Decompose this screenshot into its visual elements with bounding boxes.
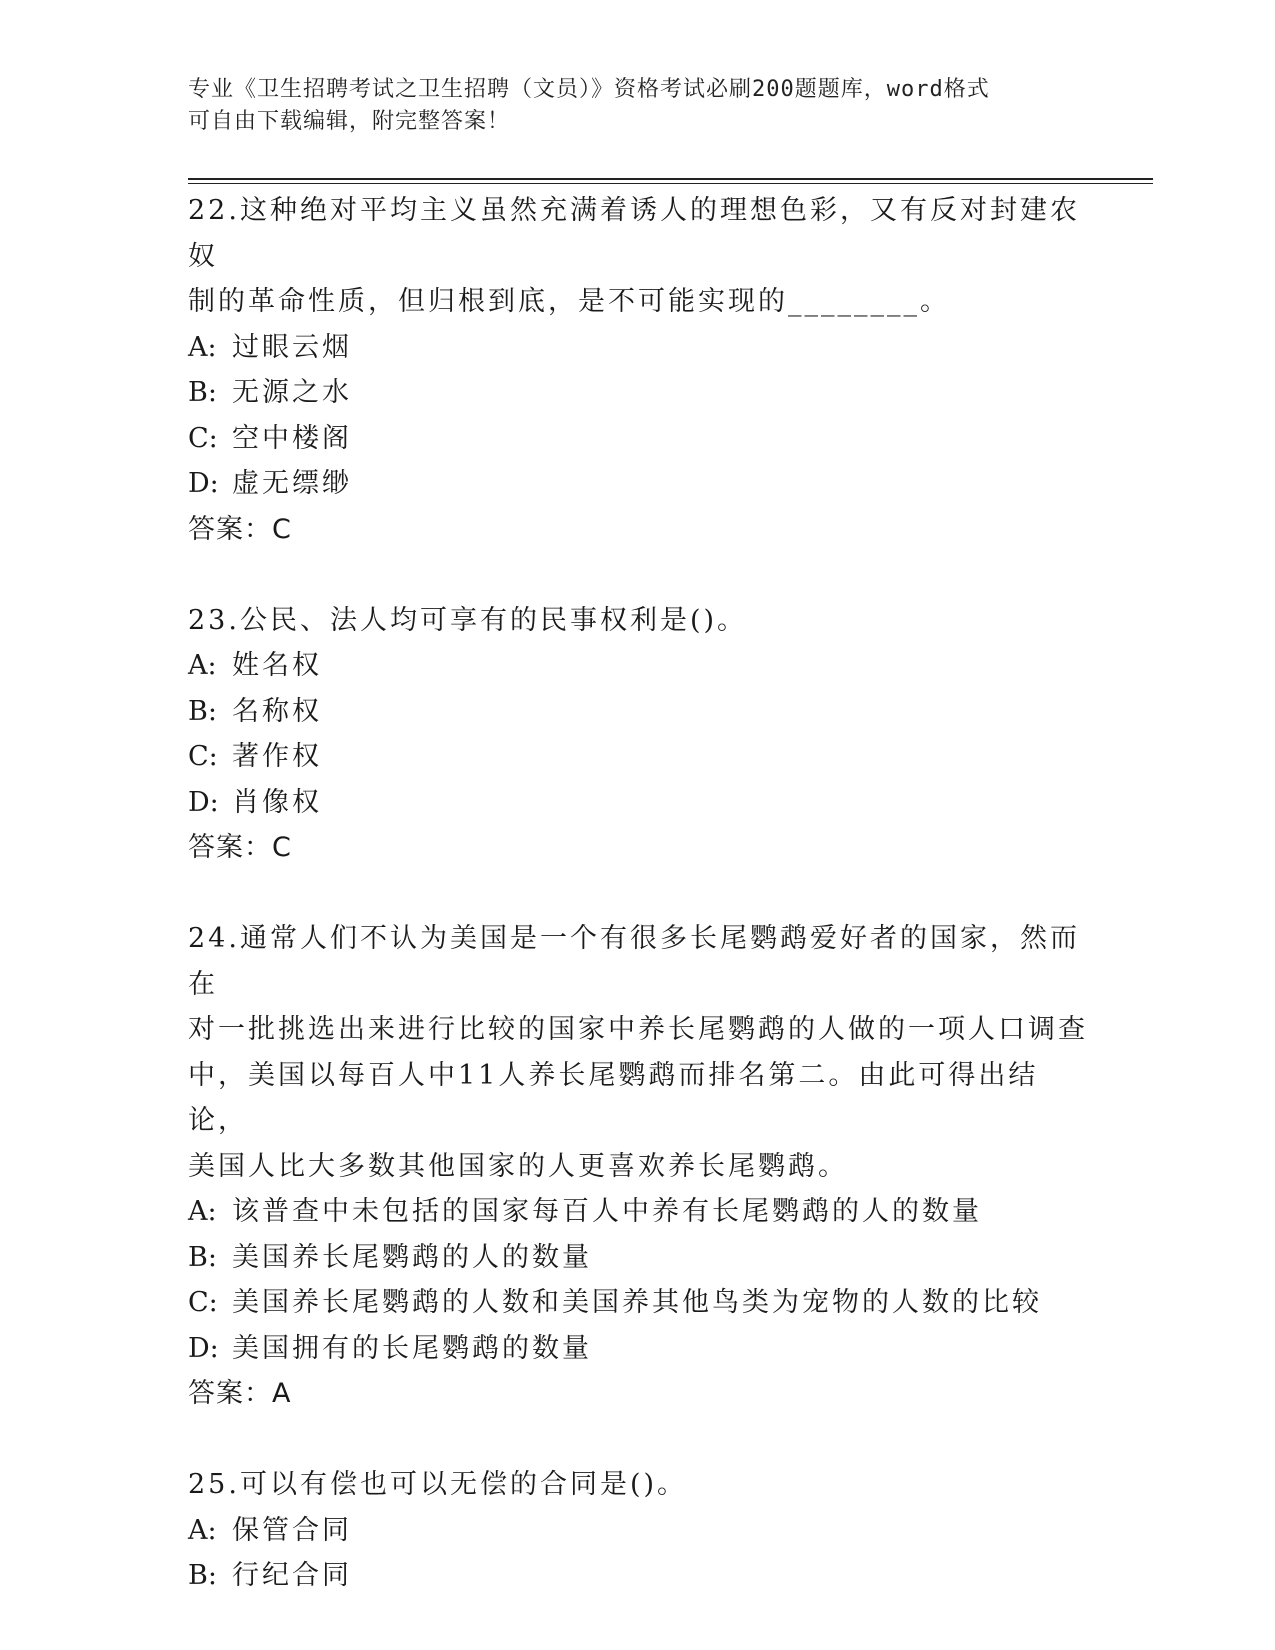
- option-key: A:: [188, 1196, 217, 1227]
- option-text: 空中楼阁: [232, 422, 352, 454]
- option-a: [188, 1189, 1088, 1235]
- header-divider-thin: [188, 183, 1153, 184]
- option-d: [188, 461, 1088, 507]
- option-key: C:: [188, 1287, 218, 1318]
- option-a: [188, 1508, 1088, 1554]
- spacer: [188, 1417, 1088, 1463]
- option-d: [188, 1326, 1088, 1372]
- answer-label: 答案：C: [188, 832, 292, 863]
- option-b: [188, 1553, 1088, 1599]
- option-key: D:: [188, 1332, 219, 1364]
- option-c: [188, 416, 1088, 462]
- option-key: A:: [188, 331, 217, 363]
- option-key: C:: [188, 741, 218, 772]
- question-stem-line: 23.公民、法人均可享有的民事权利是()。: [188, 604, 748, 636]
- option-text: 无源之水: [232, 377, 352, 408]
- spacer: [188, 871, 1088, 917]
- option-b: [188, 1235, 1088, 1281]
- option-text: 肖像权: [232, 786, 322, 818]
- option-key: B:: [188, 1241, 217, 1273]
- question-stem-line: 制的革命性质，但归根到底，是不可能实现的________。: [188, 286, 950, 317]
- question-list: [188, 188, 1088, 1599]
- option-key: D:: [188, 468, 219, 499]
- question-stem-line: 24.通常人们不认为美国是一个有很多长尾鹦鹉爱好者的国家，然而在: [188, 923, 1080, 1000]
- option-key: B:: [188, 695, 217, 727]
- option-text: 美国拥有的长尾鹦鹉的数量: [232, 1332, 592, 1364]
- option-text: 姓名权: [232, 650, 322, 681]
- option-text: 著作权: [232, 741, 322, 772]
- question-stem-line: 对一批挑选出来进行比较的国家中养长尾鹦鹉的人做的一项人口调查: [188, 1014, 1088, 1045]
- option-key: A:: [188, 650, 217, 681]
- option-a: [188, 325, 1088, 371]
- question-stem-line: 美国人比大多数其他国家的人更喜欢养长尾鹦鹉。: [188, 1150, 848, 1182]
- option-key: B:: [188, 377, 217, 408]
- question-25: [188, 1462, 1088, 1599]
- answer-label: 答案：C: [188, 513, 292, 545]
- option-key: D:: [188, 786, 219, 818]
- header-title-line-1: 专业《卫生招聘考试之卫生招聘（文员）》资格考试必刷200题题库，word格式: [188, 77, 990, 102]
- spacer: [188, 552, 1088, 598]
- option-key: A:: [188, 1514, 217, 1546]
- question-22: [188, 188, 1088, 552]
- option-d: [188, 780, 1088, 826]
- header-divider-thick: [188, 178, 1153, 180]
- option-text: 美国养长尾鹦鹉的人的数量: [232, 1241, 592, 1273]
- question-23: [188, 598, 1088, 871]
- option-text: 虚无缥缈: [232, 468, 352, 499]
- option-text: 美国养长尾鹦鹉的人数和美国养其他鸟类为宠物的人数的比较: [232, 1287, 1042, 1318]
- header-title-line-2: 可自由下载编辑，附完整答案！: [188, 109, 511, 134]
- option-text: 该普查中未包括的国家每百人中养有长尾鹦鹉的人的数量: [232, 1196, 982, 1227]
- option-c: [188, 1280, 1088, 1326]
- option-text: 保管合同: [232, 1514, 352, 1546]
- option-key: C:: [188, 422, 218, 454]
- question-24: [188, 916, 1088, 1417]
- option-key: B:: [188, 1560, 217, 1591]
- answer-label: 答案：A: [188, 1378, 292, 1409]
- option-b: [188, 370, 1088, 416]
- question-stem-line: 25.可以有偿也可以无偿的合同是()。: [188, 1469, 688, 1500]
- option-a: [188, 643, 1088, 689]
- option-c: [188, 734, 1088, 780]
- question-stem-line: 22.这种绝对平均主义虽然充满着诱人的理想色彩，又有反对封建农奴: [188, 195, 1080, 272]
- option-text: 行纪合同: [232, 1560, 352, 1591]
- option-text: 名称权: [232, 695, 322, 727]
- option-text: 过眼云烟: [232, 331, 352, 363]
- option-b: [188, 689, 1088, 735]
- document-header: [188, 74, 1088, 138]
- question-stem-line: 中，美国以每百人中11人养长尾鹦鹉而排名第二。由此可得出结论，: [188, 1059, 1039, 1136]
